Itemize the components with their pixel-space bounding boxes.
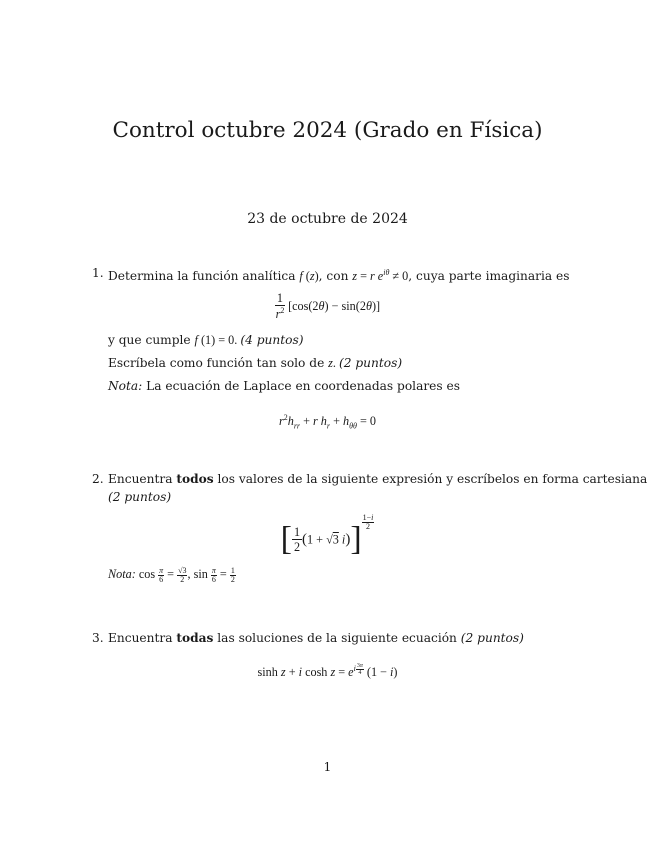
- document-date: 23 de octubre de 2024: [247, 211, 408, 227]
- q1-imaginary-part-formula: $\frac{1}{r^2}$ [cos(2θ) − sin(2θ)]: [275, 291, 381, 322]
- q1-number: 1.: [92, 266, 104, 280]
- q1-formula-z: z = r $e^{i\theta} \ne 0$: [352, 268, 409, 284]
- q3-bold: todas: [176, 631, 214, 645]
- q1-nota-label: Nota:: [108, 379, 143, 393]
- page-number: 1: [323, 760, 332, 774]
- q1-points-1: (4 puntos): [240, 333, 304, 347]
- q1-nota: [108, 378, 460, 394]
- q2-number: 2.: [92, 472, 104, 486]
- q1-laplace-formula: $r^2h_{rr} + r$ $h_r + h_{\theta\theta} = 0$: [278, 413, 377, 431]
- q1-intro: [108, 265, 569, 284]
- q2-nota-label: Nota:: [108, 567, 136, 581]
- q1-nota-text: La ecuación de Laplace en coordenadas polares es: [142, 379, 460, 393]
- q1-intro-a: Determina la función analítica: [108, 269, 300, 284]
- q1-line3-a: Escríbela como función tan solo de: [108, 356, 329, 370]
- q1-intro-b: , con: [318, 269, 353, 284]
- q2-nota: [108, 566, 236, 584]
- q1-formula-f1: f (1) = 0.: [194, 333, 241, 347]
- q2-a: Encuentra: [108, 472, 177, 486]
- q2-bold: todos: [176, 472, 214, 486]
- q2-expression-formula: [ $\frac{1}{2}$ (1 + √3 i)] $^{\frac{1-i}{2}}$: [280, 513, 374, 558]
- q2-b: los valores de la siguiente expresión y escríbelos en forma cartesiana: [213, 472, 648, 486]
- q3-equation-formula: sinh z + i $\cosh z = e^{i \frac{3\pi}{4}}$ (1 − i): [257, 662, 398, 680]
- q2-points: (2 puntos): [108, 490, 172, 504]
- q2-nota-formula: cos $\frac{\pi}{6}$ = $\frac{√3}{2}$ , sin $\frac{\pi}{6}$ = $\frac{1}{2}$: [138, 565, 235, 584]
- q1-formula-fz: f (z): [299, 269, 319, 284]
- document-title: Control octubre 2024 (Grado en Física): [112, 118, 543, 143]
- q1-formula-zvar: z: [328, 356, 333, 370]
- q1-points-2: (2 puntos): [339, 356, 403, 370]
- q3-b: las soluciones de la siguiente ecuación: [213, 631, 461, 645]
- q3-intro: [108, 630, 524, 646]
- q3-points: (2 puntos): [460, 631, 524, 645]
- q1-condition: [108, 332, 303, 348]
- q1-intro-c: , cuya parte imaginaria es: [408, 269, 570, 284]
- q2-intro: [108, 471, 647, 487]
- q1-write-as-z: Escríbela como función tan solo de z. (2 puntos): [108, 356, 403, 370]
- q3-number: 3.: [92, 631, 104, 645]
- q3-a: Encuentra: [108, 631, 177, 645]
- q1-line2-a: y que cumple: [108, 333, 195, 347]
